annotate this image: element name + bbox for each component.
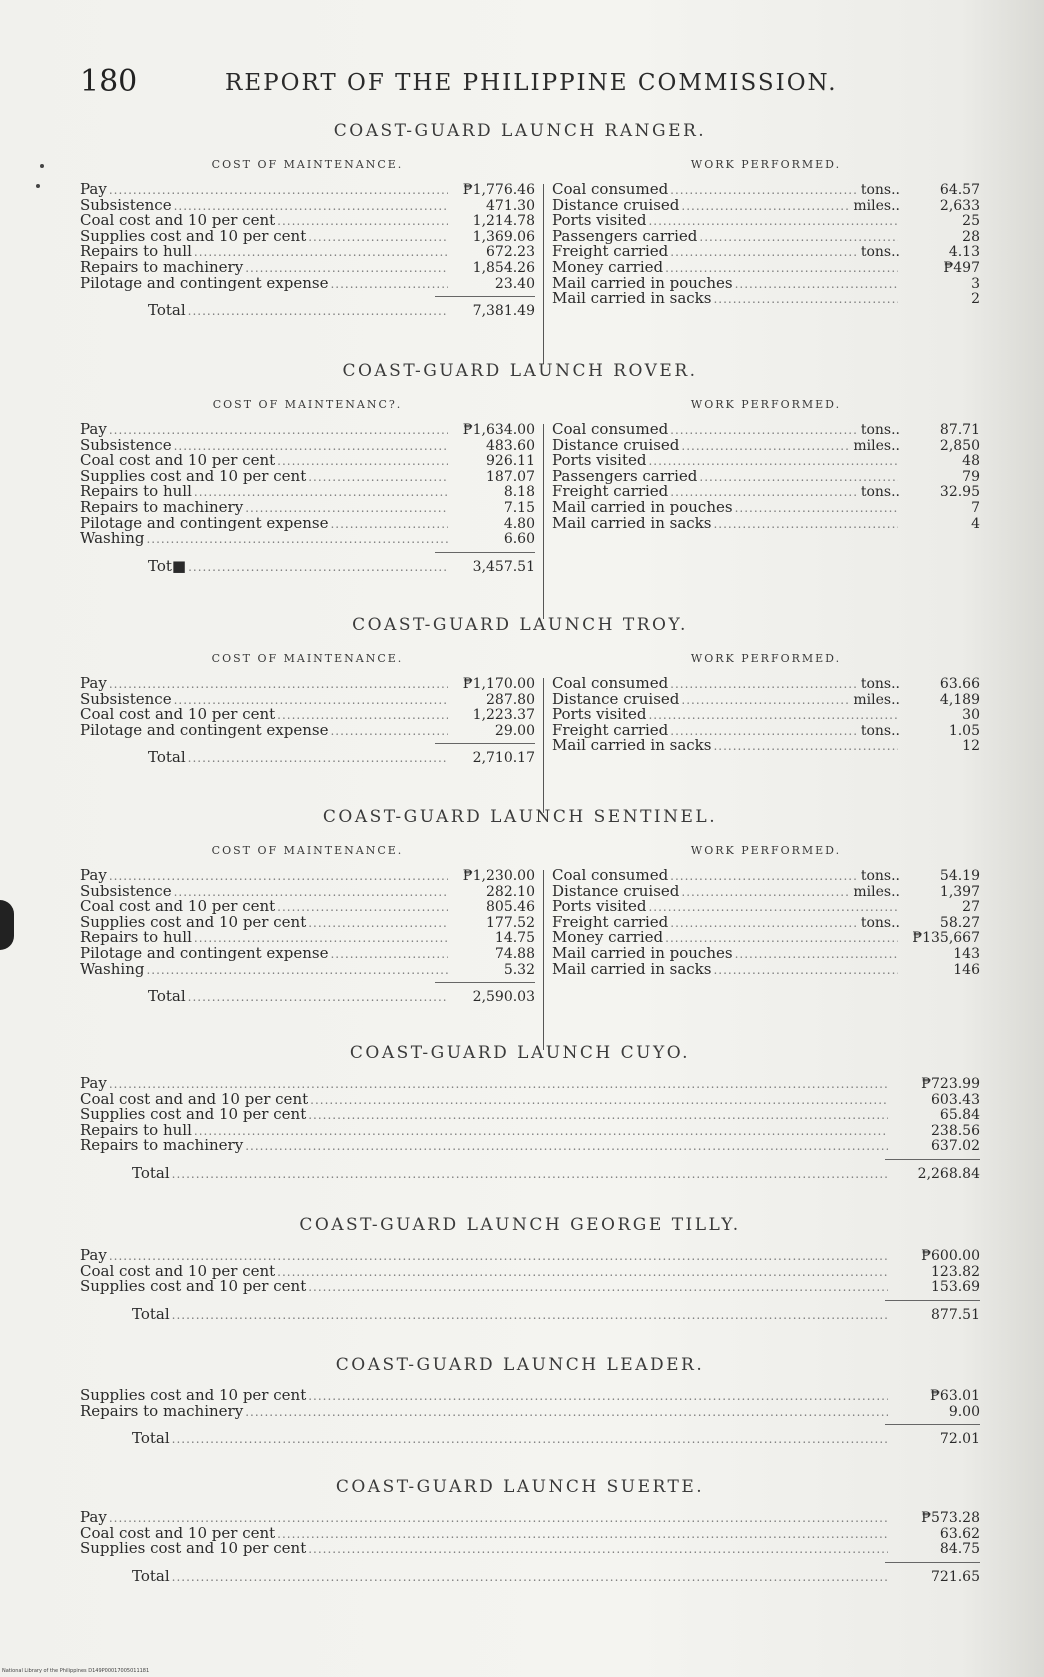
row-label: Freight carried bbox=[552, 720, 669, 739]
row-value: 3 bbox=[971, 275, 980, 292]
leader-dots bbox=[308, 1280, 888, 1296]
leader-dots bbox=[245, 1139, 888, 1155]
row-label: Passengers carried bbox=[552, 226, 698, 245]
row-label: Pay bbox=[80, 1508, 107, 1526]
work-row bbox=[552, 959, 980, 978]
row-label: Pilotage and contingent expense bbox=[80, 273, 329, 292]
leader-dots bbox=[330, 947, 448, 963]
leader-dots bbox=[648, 708, 898, 724]
total-label: Total bbox=[132, 1429, 170, 1448]
total-value: 2,590.03 bbox=[472, 989, 535, 1006]
leader-dots bbox=[735, 277, 898, 293]
row-value: 805.46 bbox=[486, 899, 535, 916]
total-value: 2,710.17 bbox=[472, 750, 535, 767]
leader-dots bbox=[670, 916, 859, 932]
row-value: 79 bbox=[962, 468, 980, 485]
row-unit: tons.. bbox=[860, 422, 900, 438]
row-value: 146 bbox=[953, 961, 980, 978]
cost-row bbox=[80, 959, 535, 978]
column-divider bbox=[543, 184, 544, 364]
leader-dots bbox=[308, 470, 448, 486]
row-label: Supplies cost and 10 per cent bbox=[80, 1386, 307, 1404]
total-row bbox=[80, 750, 535, 766]
work-row bbox=[552, 513, 980, 532]
row-unit: tons.. bbox=[860, 722, 900, 739]
leader-dots bbox=[670, 423, 859, 439]
total-row bbox=[80, 556, 535, 575]
row-value: 153.69 bbox=[931, 1279, 980, 1296]
section-title: COAST-GUARD LAUNCH ROVER. bbox=[342, 361, 698, 381]
row-value: ₱497 bbox=[943, 259, 980, 276]
work-column bbox=[552, 394, 980, 531]
row-value: 187.07 bbox=[486, 468, 535, 485]
leader-dots bbox=[681, 199, 851, 215]
row-label: Pay bbox=[80, 674, 107, 692]
row-value: ₱573.28 bbox=[921, 1510, 980, 1526]
row-value: 87.71 bbox=[939, 422, 980, 438]
row-label: Washing bbox=[80, 529, 145, 548]
row-label: Mail carried in pouches bbox=[552, 943, 733, 962]
row-label: Repairs to machinery bbox=[80, 257, 244, 276]
sum-rule bbox=[885, 1424, 980, 1425]
row-value: 637.02 bbox=[931, 1138, 980, 1155]
cost-heading: COST OF MAINTENANCE. bbox=[211, 844, 404, 857]
column-divider bbox=[543, 870, 544, 1050]
row-label: Freight carried bbox=[552, 912, 669, 931]
row-label: Money carried bbox=[552, 257, 664, 276]
row-value: 63.66 bbox=[939, 676, 980, 692]
cost-row bbox=[80, 1279, 980, 1295]
cost-column bbox=[80, 840, 535, 1005]
row-label: Supplies cost and 10 per cent bbox=[80, 912, 307, 931]
cost-row bbox=[80, 273, 535, 292]
leader-dots bbox=[681, 439, 851, 455]
row-value: 12 bbox=[962, 738, 980, 755]
work-heading: WORK PERFORMED. bbox=[690, 652, 842, 665]
sum-rule bbox=[885, 1562, 980, 1563]
page-header bbox=[80, 64, 960, 104]
cost-row bbox=[80, 513, 535, 532]
row-value: 238.56 bbox=[931, 1122, 980, 1139]
row-label: Supplies cost and 10 per cent bbox=[80, 226, 307, 245]
cost-column bbox=[80, 394, 535, 574]
row-value: 2,850 bbox=[939, 437, 980, 454]
leader-dots bbox=[670, 183, 859, 199]
cost-heading: COST OF MAINTENANCE. bbox=[211, 158, 404, 171]
total-value: 2,268.84 bbox=[917, 1165, 980, 1182]
row-value: ₱135,667 bbox=[912, 930, 980, 947]
row-value: 7.15 bbox=[503, 499, 535, 516]
leader-dots bbox=[308, 230, 448, 246]
row-value: 5.32 bbox=[503, 961, 535, 978]
row-label: Coal consumed bbox=[552, 866, 669, 884]
work-column bbox=[552, 840, 980, 977]
row-unit: tons.. bbox=[860, 244, 900, 261]
section-title: COAST-GUARD LAUNCH GEORGE TILLY. bbox=[299, 1215, 741, 1235]
total-value: 721.65 bbox=[931, 1568, 980, 1585]
leader-dots bbox=[713, 963, 898, 979]
work-row bbox=[552, 291, 980, 307]
column-divider bbox=[543, 678, 544, 813]
row-unit: miles.. bbox=[853, 691, 900, 708]
row-value: 30 bbox=[962, 707, 980, 724]
total-row bbox=[80, 1566, 980, 1585]
row-value: ₱1,230.00 bbox=[462, 868, 535, 884]
cost-heading: COST OF MAINTENANC?. bbox=[212, 398, 403, 411]
row-label: Passengers carried bbox=[552, 466, 698, 485]
leader-dots bbox=[308, 1542, 888, 1558]
leader-dots bbox=[670, 869, 859, 885]
row-value: 1,369.06 bbox=[472, 228, 535, 245]
total-label: Total bbox=[148, 748, 186, 767]
leader-dots bbox=[194, 1124, 888, 1140]
total-row bbox=[80, 989, 535, 1005]
row-label: Distance cruised bbox=[552, 435, 680, 454]
row-unit: miles.. bbox=[853, 437, 900, 454]
row-label: Coal cost and 10 per cent bbox=[80, 1261, 276, 1280]
row-value: 926.11 bbox=[486, 453, 535, 470]
leader-dots bbox=[245, 1405, 888, 1421]
row-value: 58.27 bbox=[939, 914, 980, 931]
row-label: Coal cost and 10 per cent bbox=[80, 705, 276, 724]
scan-edge-mark bbox=[0, 900, 14, 950]
row-value: 2,633 bbox=[939, 197, 980, 214]
row-value: 1,214.78 bbox=[472, 213, 535, 230]
row-label: Coal cost and 10 per cent bbox=[80, 211, 276, 230]
row-value: ₱723.99 bbox=[921, 1076, 980, 1092]
row-label: Mail carried in pouches bbox=[552, 273, 733, 292]
row-value: 9.00 bbox=[948, 1403, 980, 1420]
total-row bbox=[80, 1431, 980, 1447]
row-value: 287.80 bbox=[486, 691, 535, 708]
work-column bbox=[552, 154, 980, 307]
sum-rule bbox=[885, 1300, 980, 1301]
total-label: Total bbox=[132, 1566, 170, 1585]
leader-dots bbox=[681, 693, 851, 709]
leader-dots bbox=[713, 292, 898, 308]
section-sentinel bbox=[80, 804, 980, 1050]
section-title: COAST-GUARD LAUNCH LEADER. bbox=[335, 1355, 705, 1375]
section-title: COAST-GUARD LAUNCH CUYO. bbox=[349, 1043, 691, 1063]
cost-column bbox=[80, 154, 535, 319]
row-label: Coal cost and 10 per cent bbox=[80, 451, 276, 470]
scan-speck bbox=[40, 164, 44, 168]
row-value: 29.00 bbox=[494, 722, 535, 739]
row-value: 603.43 bbox=[931, 1091, 980, 1108]
page-number: 180 bbox=[80, 64, 138, 99]
row-value: 6.60 bbox=[503, 531, 535, 548]
row-label: Repairs to machinery bbox=[80, 1401, 244, 1420]
row-value: ₱600.00 bbox=[921, 1248, 980, 1264]
sum-rule bbox=[435, 552, 535, 553]
leader-dots bbox=[648, 900, 898, 916]
leader-dots bbox=[310, 1093, 888, 1109]
row-unit: tons.. bbox=[860, 676, 900, 692]
row-value: 282.10 bbox=[486, 883, 535, 900]
cost-heading: COST OF MAINTENANCE. bbox=[211, 652, 404, 665]
row-value: 483.60 bbox=[486, 437, 535, 454]
row-value: 63.62 bbox=[939, 1525, 980, 1542]
leader-dots bbox=[146, 532, 448, 548]
row-value: 8.18 bbox=[503, 484, 535, 501]
row-label: Freight carried bbox=[552, 482, 669, 501]
row-label: Repairs to hull bbox=[80, 928, 192, 947]
leader-dots bbox=[713, 517, 898, 533]
row-label: Coal cost and 10 per cent bbox=[80, 897, 276, 916]
leader-dots bbox=[670, 245, 859, 261]
row-value: ₱1,170.00 bbox=[462, 676, 535, 692]
leader-dots bbox=[308, 1108, 888, 1124]
row-label: Subsistence bbox=[80, 881, 172, 900]
row-label: Pilotage and contingent expense bbox=[80, 720, 329, 739]
row-label: Pilotage and contingent expense bbox=[80, 943, 329, 962]
row-label: Subsistence bbox=[80, 195, 172, 214]
cost-row bbox=[80, 1107, 980, 1123]
row-value: 32.95 bbox=[939, 484, 980, 501]
row-value: 84.75 bbox=[939, 1541, 980, 1558]
total-value: 72.01 bbox=[939, 1431, 980, 1448]
leader-dots bbox=[330, 724, 448, 740]
row-unit: tons.. bbox=[860, 914, 900, 931]
leader-dots bbox=[699, 470, 898, 486]
row-label: Repairs to hull bbox=[80, 242, 192, 261]
row-label: Ports visited bbox=[552, 211, 647, 230]
leader-dots bbox=[330, 277, 448, 293]
cost-row bbox=[80, 531, 535, 547]
row-label: Distance cruised bbox=[552, 195, 680, 214]
row-value: 1,397 bbox=[939, 883, 980, 900]
row-label: Supplies cost and 10 per cent bbox=[80, 1539, 307, 1558]
row-value: 74.88 bbox=[494, 945, 535, 962]
row-unit: miles.. bbox=[853, 197, 900, 214]
leader-dots bbox=[699, 230, 898, 246]
row-value: 471.30 bbox=[486, 197, 535, 214]
leader-dots bbox=[277, 1527, 888, 1543]
leader-dots bbox=[277, 1265, 888, 1281]
total-value: 877.51 bbox=[931, 1306, 980, 1323]
row-label: Ports visited bbox=[552, 705, 647, 724]
row-label: Washing bbox=[80, 959, 145, 978]
row-label: Coal consumed bbox=[552, 420, 669, 438]
total-label: Total bbox=[132, 1163, 170, 1182]
row-label: Mail carried in sacks bbox=[552, 513, 712, 532]
row-label: Pay bbox=[80, 866, 107, 884]
row-label: Repairs to hull bbox=[80, 1120, 192, 1139]
column-divider bbox=[543, 424, 544, 619]
row-value: 4,189 bbox=[939, 691, 980, 708]
leader-dots bbox=[713, 739, 898, 755]
total-label: Total bbox=[148, 987, 186, 1006]
page-title: REPORT OF THE PHILIPPINE COMMISSION. bbox=[225, 70, 838, 96]
section-rover bbox=[80, 358, 980, 634]
sum-rule bbox=[435, 982, 535, 983]
section-title: COAST-GUARD LAUNCH RANGER. bbox=[333, 121, 707, 141]
row-value: 4 bbox=[971, 515, 980, 532]
row-label: Distance cruised bbox=[552, 881, 680, 900]
sum-rule bbox=[435, 296, 535, 297]
row-value: ₱1,634.00 bbox=[462, 422, 535, 438]
row-label: Repairs to hull bbox=[80, 482, 192, 501]
row-label: Pay bbox=[80, 1246, 107, 1264]
section-cuyo bbox=[80, 1040, 980, 1182]
leader-dots bbox=[330, 517, 448, 533]
row-label: Coal consumed bbox=[552, 180, 669, 198]
total-value: 3,457.51 bbox=[472, 558, 535, 575]
row-value: 28 bbox=[962, 228, 980, 245]
total-label: Tot■ bbox=[148, 556, 187, 575]
section-title: COAST-GUARD LAUNCH SENTINEL. bbox=[322, 807, 718, 827]
total-row bbox=[80, 1304, 980, 1323]
row-label: Mail carried in sacks bbox=[552, 289, 712, 308]
row-value: 65.84 bbox=[939, 1107, 980, 1124]
row-value: 1,223.37 bbox=[472, 707, 535, 724]
row-value: 23.40 bbox=[494, 275, 535, 292]
row-unit: tons.. bbox=[860, 484, 900, 501]
row-value: 48 bbox=[962, 453, 980, 470]
cost-row bbox=[80, 943, 535, 962]
sum-rule bbox=[435, 743, 535, 744]
row-label: Ports visited bbox=[552, 451, 647, 470]
section-troy bbox=[80, 612, 980, 808]
row-value: 143 bbox=[953, 945, 980, 962]
row-value: 2 bbox=[971, 291, 980, 308]
row-label: Supplies cost and 10 per cent bbox=[80, 466, 307, 485]
cost-column bbox=[80, 648, 535, 766]
section-leader bbox=[80, 1352, 980, 1447]
row-label: Coal cost and 10 per cent bbox=[80, 1523, 276, 1542]
row-value: 4.13 bbox=[948, 244, 980, 261]
row-value: 25 bbox=[962, 213, 980, 230]
section-suerte bbox=[80, 1474, 980, 1584]
leader-dots bbox=[681, 885, 851, 901]
row-label: Freight carried bbox=[552, 242, 669, 261]
row-label: Mail carried in sacks bbox=[552, 959, 712, 978]
library-footer: National Library of the Philippines D149P00017005011181 bbox=[2, 1668, 150, 1674]
total-value: 7,381.49 bbox=[472, 303, 535, 320]
row-value: 27 bbox=[962, 899, 980, 916]
sum-rule bbox=[885, 1159, 980, 1160]
scan-speck bbox=[36, 184, 40, 188]
cost-row bbox=[80, 1541, 980, 1557]
cost-row bbox=[80, 1138, 980, 1154]
row-value: 672.23 bbox=[486, 244, 535, 261]
row-value: 177.52 bbox=[486, 914, 535, 931]
row-value: 1.05 bbox=[948, 722, 980, 739]
leader-dots bbox=[308, 916, 448, 932]
leader-dots bbox=[735, 947, 898, 963]
row-unit: tons.. bbox=[860, 868, 900, 884]
leader-dots bbox=[735, 501, 898, 517]
row-unit: miles.. bbox=[853, 883, 900, 900]
section-ranger bbox=[80, 118, 980, 384]
row-value: 14.75 bbox=[494, 930, 535, 947]
row-value: 54.19 bbox=[939, 868, 980, 884]
row-value: 123.82 bbox=[931, 1263, 980, 1280]
row-label: Repairs to machinery bbox=[80, 497, 244, 516]
cost-row bbox=[80, 720, 535, 739]
row-value: 64.57 bbox=[939, 182, 980, 198]
row-value: ₱63.01 bbox=[930, 1388, 980, 1404]
section-title: COAST-GUARD LAUNCH SUERTE. bbox=[335, 1477, 705, 1497]
total-row bbox=[80, 303, 535, 319]
total-row bbox=[80, 1163, 980, 1182]
row-label: Subsistence bbox=[80, 435, 172, 454]
row-label: Money carried bbox=[552, 928, 664, 947]
row-value: ₱1,776.46 bbox=[462, 182, 535, 198]
leader-dots bbox=[146, 963, 448, 979]
work-column bbox=[552, 648, 980, 754]
row-label: Pay bbox=[80, 1074, 107, 1092]
work-heading: WORK PERFORMED. bbox=[690, 158, 842, 171]
row-label: Ports visited bbox=[552, 897, 647, 916]
total-label: Total bbox=[132, 1304, 170, 1323]
row-unit: tons.. bbox=[860, 182, 900, 198]
row-label: Pay bbox=[80, 420, 107, 438]
work-heading: WORK PERFORMED. bbox=[690, 398, 842, 411]
cost-row bbox=[80, 1401, 980, 1420]
row-value: 7 bbox=[971, 499, 980, 516]
leader-dots bbox=[670, 677, 859, 693]
row-label: Pilotage and contingent expense bbox=[80, 513, 329, 532]
row-label: Subsistence bbox=[80, 689, 172, 708]
row-label: Coal consumed bbox=[552, 674, 669, 692]
row-label: Repairs to machinery bbox=[80, 1136, 244, 1155]
total-label: Total bbox=[148, 301, 186, 320]
work-row bbox=[552, 738, 980, 754]
section-george-tilly bbox=[80, 1212, 980, 1322]
row-value: 1,854.26 bbox=[472, 259, 535, 276]
row-label: Mail carried in pouches bbox=[552, 497, 733, 516]
row-label: Pay bbox=[80, 180, 107, 198]
row-value: 4.80 bbox=[503, 515, 535, 532]
row-label: Mail carried in sacks bbox=[552, 736, 712, 755]
section-title: COAST-GUARD LAUNCH TROY. bbox=[352, 615, 688, 635]
row-label: Supplies cost and 10 per cent bbox=[80, 1105, 307, 1124]
row-label: Distance cruised bbox=[552, 689, 680, 708]
leader-dots bbox=[308, 1389, 888, 1405]
work-heading: WORK PERFORMED. bbox=[690, 844, 842, 857]
row-label: Coal cost and and 10 per cent bbox=[80, 1089, 309, 1108]
row-label: Supplies cost and 10 per cent bbox=[80, 1277, 307, 1296]
